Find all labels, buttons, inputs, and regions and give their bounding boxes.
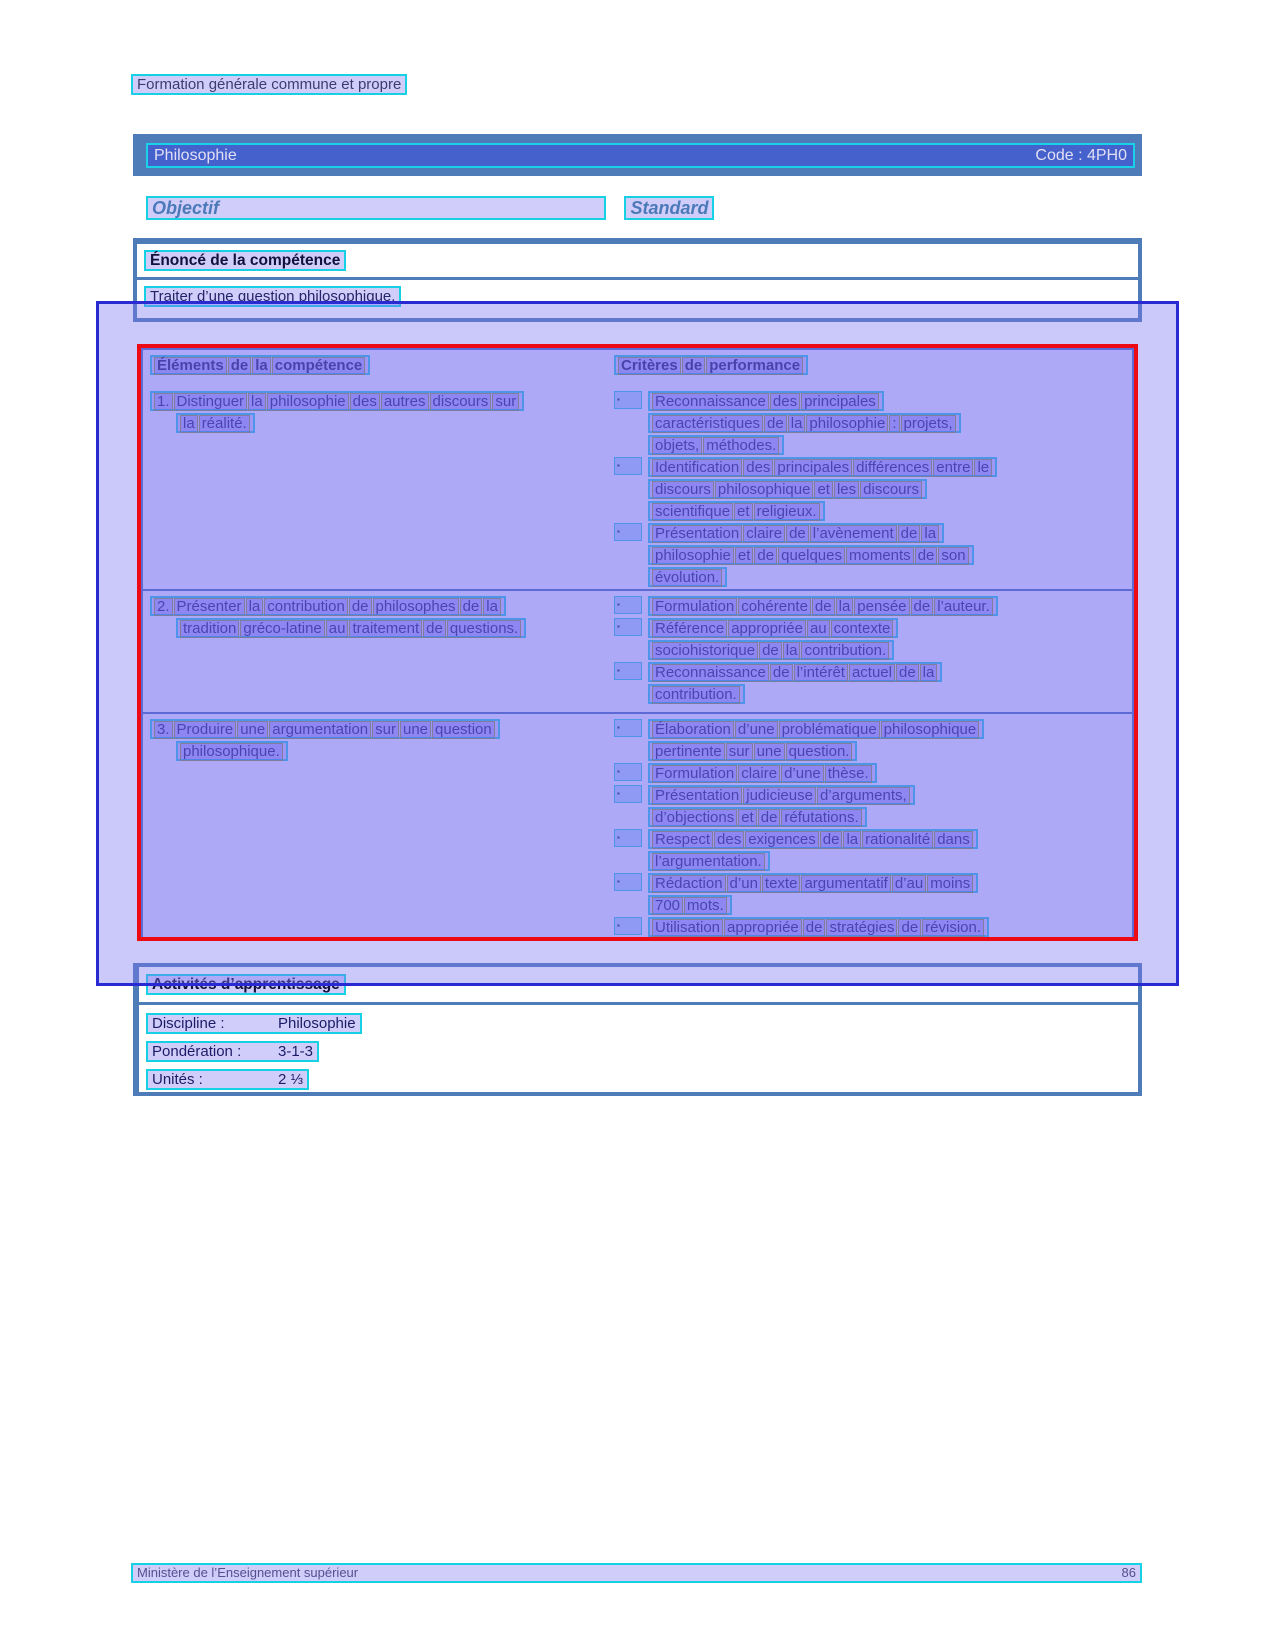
header-line [150, 355, 614, 376]
ocr-word: questions. [447, 620, 521, 638]
ocr-word: projets, [901, 415, 956, 433]
ocr-word: et [814, 481, 833, 499]
enonce-statement: Traiter d’une question philosophique. [144, 286, 401, 307]
ocr-word: Présentation [652, 525, 742, 543]
ocr-word: principales [774, 459, 852, 477]
ocr-line-box [648, 895, 732, 915]
ocr-word: actuel [849, 664, 895, 682]
ocr-line-box [648, 545, 974, 565]
course-title: Philosophie [154, 147, 237, 164]
ocr-word: de [758, 809, 781, 827]
criterion-line [614, 479, 1132, 500]
title-bar [133, 134, 1142, 176]
ocr-word: de [754, 547, 777, 565]
ocr-word: l’auteur. [934, 598, 993, 616]
ocr-line-box [150, 391, 524, 411]
ocr-word: réfutations. [781, 809, 861, 827]
ocr-word: appropriée [724, 919, 802, 937]
ocr-line-box [648, 873, 978, 893]
ocr-word: de [896, 664, 919, 682]
ocr-line-box [648, 596, 998, 616]
ocr-word: sur [492, 393, 519, 411]
ocr-line-box [648, 523, 944, 543]
ocr-word: au [326, 620, 349, 638]
table-row [143, 386, 1132, 589]
criterion-line [614, 413, 1132, 434]
ocr-line-box [648, 763, 877, 783]
bullet-icon: ▪ [614, 829, 642, 847]
ocr-word: moments [846, 547, 914, 565]
activites-heading-cell [139, 967, 1138, 1005]
ocr-word: contribution [264, 598, 348, 616]
criterion-line [614, 873, 1132, 894]
ocr-word: Formulation [652, 765, 737, 783]
element-line [176, 741, 614, 762]
field-unites-box [146, 1069, 309, 1090]
ocr-word: des [350, 393, 380, 411]
ocr-word: contribution. [652, 686, 740, 704]
field-ponderation [146, 1041, 1138, 1062]
ocr-line-box [150, 719, 500, 739]
criteria-cell [614, 386, 1132, 589]
ocr-word: 3. [154, 721, 173, 739]
criteria-cell [614, 591, 1132, 712]
criterion-line [614, 684, 1132, 705]
criterion-line [614, 501, 1132, 522]
criterion-line [614, 895, 1132, 916]
ocr-line-box [648, 719, 984, 739]
ocr-word: contexte [831, 620, 894, 638]
field-ponderation-box [146, 1041, 319, 1062]
ocr-word: judicieuse [743, 787, 816, 805]
criterion-line [614, 435, 1132, 456]
ocr-word: méthodes. [703, 437, 779, 455]
criterion-line [614, 719, 1132, 740]
ocr-word: philosophie [652, 547, 734, 565]
ocr-word: son [938, 547, 968, 565]
criterion-line [614, 391, 1132, 412]
ocr-word: discours [860, 481, 922, 499]
ocr-word: philosophique. [180, 743, 283, 761]
bullet-icon: ▪ [614, 391, 642, 409]
table-row [143, 589, 1132, 712]
field-value: 3-1-3 [278, 1043, 314, 1060]
ocr-word: la [843, 831, 861, 849]
ocr-word: la [836, 598, 854, 616]
criterion-line [614, 785, 1132, 806]
ocr-line-box [176, 618, 526, 638]
enonce-statement-cell [137, 280, 1138, 307]
ocr-word: Produire [174, 721, 237, 739]
ocr-word: caractéristiques [652, 415, 763, 433]
ocr-word: de [460, 598, 483, 616]
ocr-word: sur [726, 743, 753, 761]
field-value: Philosophie [278, 1015, 356, 1032]
enonce-heading-cell [137, 244, 1138, 280]
element-line [150, 596, 614, 617]
table-row [143, 712, 1132, 939]
ocr-line-box [648, 501, 825, 521]
criterion-line [614, 640, 1132, 661]
criterion-line [614, 763, 1132, 784]
ocr-word: Distinguer [174, 393, 248, 411]
ocr-word: Rédaction [652, 875, 726, 893]
ocr-word: la [783, 642, 801, 660]
criterion-line [614, 618, 1132, 639]
field-value: 2 ⅓ [278, 1071, 304, 1088]
ocr-word: la [921, 525, 939, 543]
ocr-line-box [648, 662, 942, 682]
enonce-heading: Énoncé de la compétence [144, 250, 346, 271]
ocr-word: réalité. [199, 415, 250, 433]
element-cell [143, 714, 614, 939]
ocr-word: Éléments [154, 357, 227, 375]
ocr-word: exigences [745, 831, 819, 849]
criterion-line [614, 457, 1132, 478]
criterion-line [614, 851, 1132, 872]
footer-highlight [131, 1563, 1142, 1583]
ocr-word: des [743, 459, 773, 477]
page-footer [131, 1563, 1142, 1583]
ocr-word: question. [786, 743, 853, 761]
bullet-icon: ▪ [614, 785, 642, 803]
ocr-word: d’une [781, 765, 824, 783]
ocr-word: de [759, 642, 782, 660]
bullet-icon: ▪ [614, 523, 642, 541]
ocr-word: et [738, 809, 757, 827]
ocr-word: religieux. [754, 503, 820, 521]
ocr-word: l’argumentation. [652, 853, 765, 871]
ocr-word: la [180, 415, 198, 433]
elements-header [150, 355, 370, 375]
ocr-word: problématique [779, 721, 880, 739]
ocr-word: objets, [652, 437, 702, 455]
ocr-word: autres [381, 393, 429, 411]
ocr-word: Présentation [652, 787, 742, 805]
element-line [176, 618, 614, 639]
ocr-word: cohérente [738, 598, 811, 616]
ocr-line-box [648, 829, 978, 849]
ocr-word: discours [430, 393, 492, 411]
element-cell [143, 386, 614, 589]
ocr-word: le [974, 459, 992, 477]
criterion-line [614, 829, 1132, 850]
ocr-word: d’un [727, 875, 761, 893]
table-body [143, 386, 1132, 939]
elements-header-cell [143, 350, 614, 386]
ocr-word: gréco-latine [240, 620, 324, 638]
ocr-word: d’objections [652, 809, 737, 827]
ocr-word: d’une [735, 721, 778, 739]
field-label: Unités : [152, 1071, 203, 1088]
ocr-word: de [898, 525, 921, 543]
criterion-line [614, 596, 1132, 617]
header-line [614, 355, 1132, 376]
ocr-line-box [648, 684, 745, 704]
ocr-word: de [820, 831, 843, 849]
ocr-word: la [248, 393, 266, 411]
ocr-word: d’au [892, 875, 926, 893]
field-discipline-box [146, 1013, 362, 1034]
ocr-word: 700 [652, 897, 683, 915]
ocr-word: philosophie [806, 415, 888, 433]
ocr-word: discours [652, 481, 714, 499]
ocr-word: évolution. [652, 569, 722, 587]
ocr-word: Identification [652, 459, 742, 477]
ocr-word: Formulation [652, 598, 737, 616]
criterion-line [614, 807, 1132, 828]
ocr-word: stratégies [826, 919, 897, 937]
objectif-standard-row [146, 196, 714, 220]
field-label: Discipline : [152, 1015, 225, 1032]
ocr-word: pertinente [652, 743, 725, 761]
ocr-word: Reconnaissance [652, 664, 769, 682]
objectif-label: Objectif [146, 196, 606, 220]
ocr-line-box [648, 457, 997, 477]
competence-table [141, 348, 1134, 941]
ocr-word: de [803, 919, 826, 937]
bullet-icon: ▪ [614, 662, 642, 680]
ocr-word: de [898, 919, 921, 937]
ocr-line-box [176, 741, 288, 761]
ocr-word: moins [927, 875, 973, 893]
ocr-word: philosophique [881, 721, 980, 739]
ocr-word: Présenter [174, 598, 245, 616]
bullet-icon: ▪ [614, 596, 642, 614]
ocr-word: sur [372, 721, 399, 739]
ocr-line-box [648, 640, 894, 660]
ocr-word: question [432, 721, 495, 739]
field-label: Pondération : [152, 1043, 242, 1060]
ocr-word: de [764, 415, 787, 433]
ocr-word: philosophie [267, 393, 349, 411]
ocr-word: philosophes [373, 598, 459, 616]
ocr-line-box [648, 741, 857, 761]
ocr-word: sociohistorique [652, 642, 758, 660]
bullet-icon: ▪ [614, 873, 642, 891]
table-header-row [143, 350, 1132, 386]
ocr-word: la [483, 598, 501, 616]
criteres-header-cell [614, 350, 1132, 386]
ocr-word: argumentation [269, 721, 371, 739]
ocr-word: une [400, 721, 431, 739]
ocr-word: principales [801, 393, 879, 411]
bullet-icon: ▪ [614, 719, 642, 737]
field-discipline [146, 1013, 1138, 1034]
ocr-line-box [648, 567, 727, 587]
ocr-word: une [754, 743, 785, 761]
ocr-line-box [648, 917, 989, 937]
criterion-line [614, 567, 1132, 588]
title-bar-highlight [146, 143, 1135, 168]
ocr-line-box [648, 807, 867, 827]
ocr-word: de [812, 598, 835, 616]
ocr-word: performance [706, 357, 803, 375]
ocr-word: claire [738, 765, 780, 783]
ocr-word: de [423, 620, 446, 638]
ocr-word: Référence [652, 620, 727, 638]
ocr-word: la [920, 664, 938, 682]
ocr-word: de [349, 598, 372, 616]
field-unites [146, 1069, 1138, 1090]
ocr-word: différences [853, 459, 932, 477]
ocr-word: claire [743, 525, 785, 543]
ocr-word: dans [934, 831, 973, 849]
ocr-word: et [734, 503, 753, 521]
ocr-word: compétence [272, 357, 366, 375]
criteres-header [614, 355, 808, 375]
ocr-line-box [150, 596, 506, 616]
activites-box [133, 963, 1142, 1096]
bullet-icon: ▪ [614, 763, 642, 781]
ocr-word: tradition [180, 620, 239, 638]
ocr-word: philosophique [715, 481, 814, 499]
ocr-word: pensée [854, 598, 909, 616]
ocr-word: de [770, 664, 793, 682]
ocr-word: l’avènement [810, 525, 897, 543]
criterion-line [614, 917, 1132, 938]
ocr-word: Critères [618, 357, 681, 375]
bullet-icon: ▪ [614, 917, 642, 935]
ocr-word: des [770, 393, 800, 411]
standard-label: Standard [624, 196, 714, 220]
activites-body [139, 1005, 1138, 1090]
ocr-word: Respect [652, 831, 713, 849]
ocr-word: et [735, 547, 754, 565]
ocr-word: de [915, 547, 938, 565]
ocr-word: Élaboration [652, 721, 734, 739]
ocr-word: des [714, 831, 744, 849]
ocr-word: rationalité [862, 831, 933, 849]
ocr-line-box [648, 413, 961, 433]
ocr-word: les [834, 481, 859, 499]
ocr-word: argumentatif [801, 875, 890, 893]
ocr-word: une [237, 721, 268, 739]
ocr-word: révision. [922, 919, 984, 937]
criterion-line [614, 545, 1132, 566]
ocr-word: de [228, 357, 252, 375]
criterion-line [614, 523, 1132, 544]
ocr-word: Utilisation [652, 919, 723, 937]
enonce-box [133, 238, 1142, 322]
ocr-word: d’arguments, [817, 787, 910, 805]
ocr-word: quelques [778, 547, 845, 565]
ocr-word: scientifique [652, 503, 733, 521]
footer-ministry: Ministère de l’Enseignement supérieur [137, 1565, 359, 1580]
criteria-cell [614, 714, 1132, 939]
running-header-text: Formation générale commune et propre [131, 74, 407, 95]
bullet-icon: ▪ [614, 618, 642, 636]
ocr-line-box [648, 851, 770, 871]
criterion-line [614, 741, 1132, 762]
element-line [176, 413, 614, 434]
ocr-line-box [648, 618, 898, 638]
ocr-word: la [252, 357, 271, 375]
ocr-word: appropriée [728, 620, 806, 638]
ocr-line-box [648, 785, 915, 805]
ocr-word: traitement [349, 620, 422, 638]
element-line [150, 391, 614, 412]
ocr-word: l’intérêt [794, 664, 848, 682]
ocr-line-box [648, 435, 784, 455]
ocr-word: 1. [154, 393, 173, 411]
running-header [131, 74, 407, 95]
ocr-line-box [648, 479, 927, 499]
criterion-line [614, 662, 1132, 683]
bullet-icon: ▪ [614, 457, 642, 475]
element-line [150, 719, 614, 740]
ocr-word: thèse. [825, 765, 872, 783]
ocr-word: mots. [684, 897, 727, 915]
activites-heading: Activités d’apprentissage [146, 974, 346, 995]
ocr-word: de [682, 357, 706, 375]
ocr-line-box [176, 413, 255, 433]
footer-page-number: 86 [1121, 1565, 1136, 1580]
course-code: Code : 4PH0 [1035, 147, 1127, 164]
ocr-word: la [788, 415, 806, 433]
ocr-word: texte [762, 875, 801, 893]
ocr-word: de [786, 525, 809, 543]
ocr-word: Reconnaissance [652, 393, 769, 411]
ocr-word: : [889, 415, 899, 433]
ocr-word: au [807, 620, 830, 638]
ocr-word: de [911, 598, 934, 616]
ocr-word: la [246, 598, 264, 616]
ocr-word: contribution. [801, 642, 889, 660]
element-cell [143, 591, 614, 712]
ocr-word: entre [933, 459, 973, 477]
ocr-word: 2. [154, 598, 173, 616]
ocr-line-box [648, 391, 884, 411]
